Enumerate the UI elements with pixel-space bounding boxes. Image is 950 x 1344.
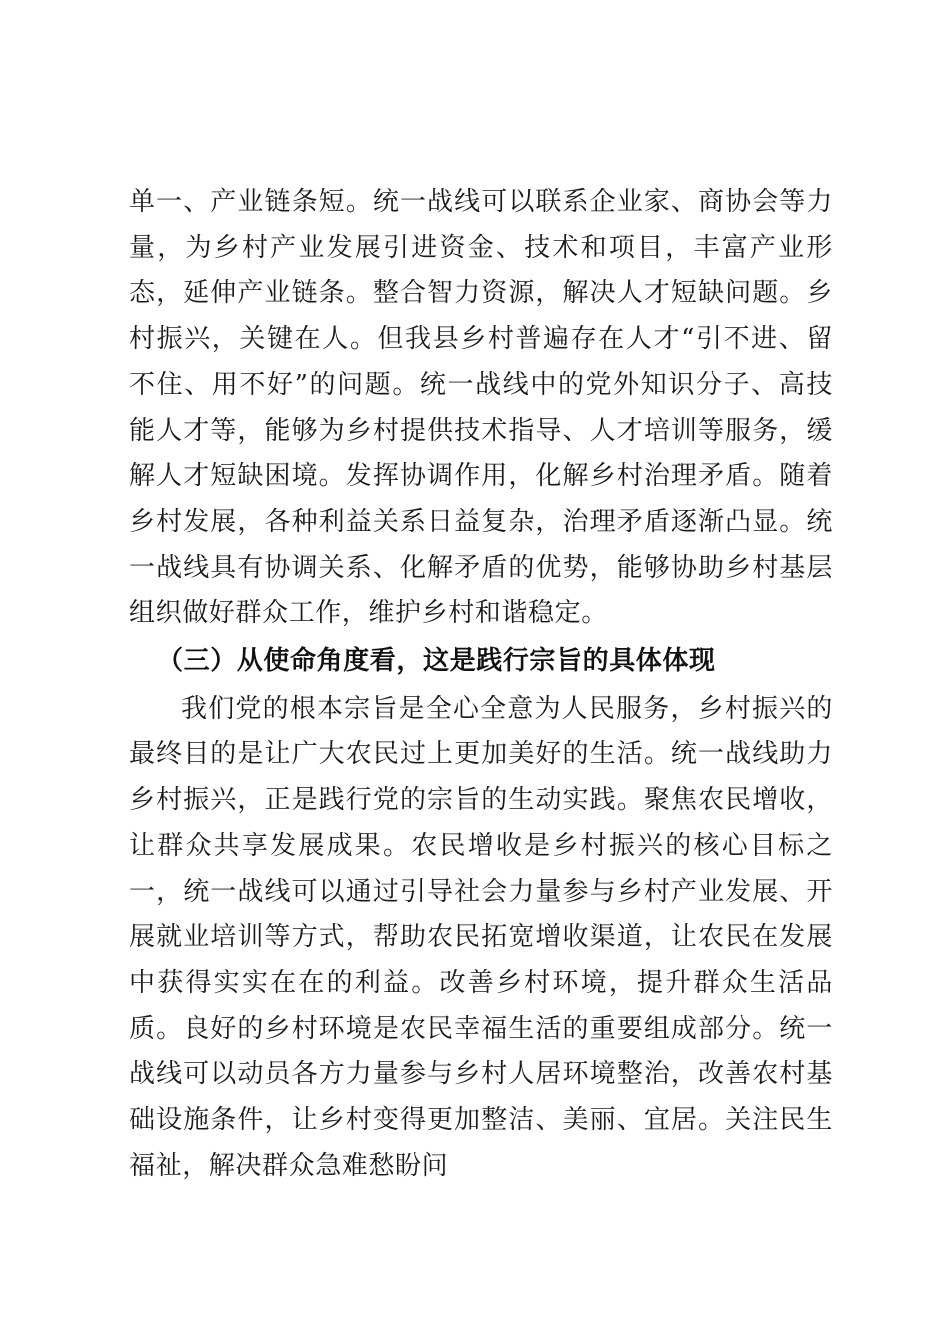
section-heading-3: （三）从使命角度看，这是践行宗旨的具体体现 [157, 646, 716, 677]
body-paragraph-continued: 单一、产业链条短。统一战线可以联系企业家、商协会等力量，为乡村产业发展引进资金、技术和项目，丰富产业形态，延伸产业链条。整合智力资源，解决人才短缺问题。乡村振兴，关键在人。但我县乡村普遍存在人才“引不进、留不住、用不好”的问题。统一战线中的党外知识分子、高技能人才等，能够为乡村提供技术指导、人才培训等服务，缓解人才短缺困境。发挥协调作用，化解乡村治理矛盾。随着乡村发展，各种利益关系日益复杂，治理矛盾逐渐凸显。统一战线具有协调关系、化解矛盾的优势，能够协助乡村基层组织做好群众工作，维护乡村和谐稳定。 [129, 187, 833, 629]
document-body [129, 180, 833, 1189]
body-paragraph: 我们党的根本宗旨是全心全意为人民服务，乡村振兴的最终目的是让广大农民过上更加美好的生活。统一战线助力乡村振兴，正是践行党的宗旨的生动实践。聚焦农民增收，让群众共享发展成果。农民增收是乡村振兴的核心目标之一，统一战线可以通过引导社会力量参与乡村产业发展、开展就业培训等方式，帮助农民拓宽增收渠道，让农民在发展中获得实实在在的利益。改善乡村环境，提升群众生活品质。良好的乡村环境是农民幸福生活的重要组成部分。统一战线可以动员各方力量参与乡村人居环境整治，改善农村基础设施条件，让乡村变得更加整洁、美丽、宜居。关注民生福祉，解决群众急难愁盼问 [129, 693, 833, 1181]
